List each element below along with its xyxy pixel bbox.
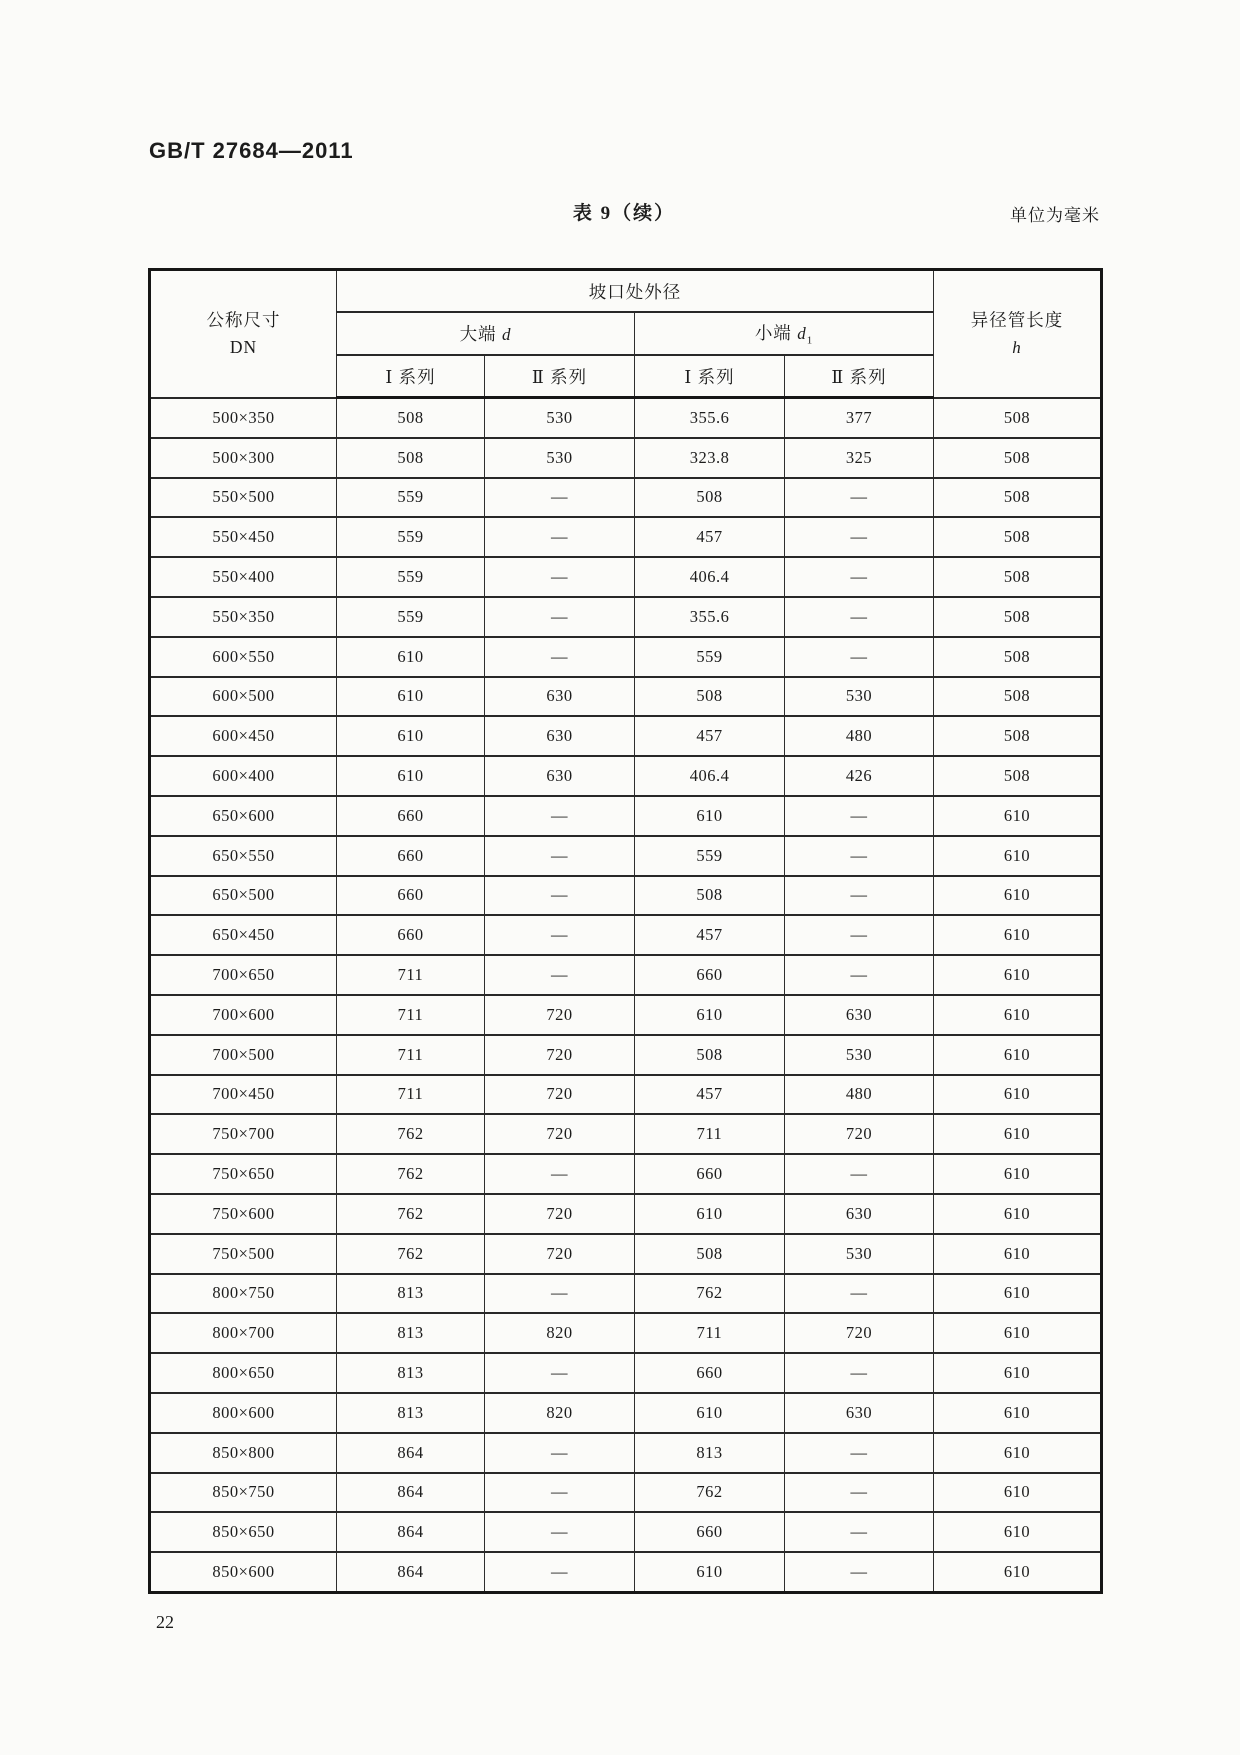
value-cell: — [485, 637, 635, 677]
table-row [150, 517, 1102, 557]
value-cell: 711 [337, 995, 485, 1035]
value-cell: 813 [337, 1274, 485, 1314]
value-cell: 630 [485, 756, 635, 796]
dn-cell: 550×400 [150, 557, 337, 597]
length-cell: 508 [934, 756, 1102, 796]
table-row [150, 438, 1102, 478]
table-row [150, 677, 1102, 717]
value-cell: 610 [635, 995, 785, 1035]
value-cell: 325 [785, 438, 934, 478]
value-cell: — [485, 1353, 635, 1393]
header-series-ii-small: Ⅱ 系列 [785, 355, 934, 398]
table-row [150, 1075, 1102, 1115]
value-cell: 508 [635, 876, 785, 916]
table-row [150, 1552, 1102, 1592]
value-cell: 457 [635, 716, 785, 756]
value-cell: 610 [635, 1194, 785, 1234]
length-cell: 610 [934, 1035, 1102, 1075]
value-cell: 508 [635, 1234, 785, 1274]
dn-cell: 650×450 [150, 915, 337, 955]
value-cell: — [485, 557, 635, 597]
value-cell: 508 [337, 398, 485, 438]
header-dn-var: DN [229, 336, 258, 357]
value-cell: — [785, 915, 934, 955]
length-cell: 508 [934, 398, 1102, 438]
dn-cell: 700×600 [150, 995, 337, 1035]
value-cell: — [785, 876, 934, 916]
value-cell: — [785, 1552, 934, 1592]
value-cell: 426 [785, 756, 934, 796]
value-cell: 559 [337, 597, 485, 637]
table-row [150, 915, 1102, 955]
table-row [150, 995, 1102, 1035]
table-row [150, 1234, 1102, 1274]
value-cell: 610 [337, 716, 485, 756]
table-row [150, 398, 1102, 438]
length-cell: 610 [934, 1274, 1102, 1314]
value-cell: — [485, 478, 635, 518]
value-cell: 377 [785, 398, 934, 438]
value-cell: 508 [635, 1035, 785, 1075]
value-cell: 660 [635, 1512, 785, 1552]
length-cell: 610 [934, 1313, 1102, 1353]
value-cell: 813 [635, 1433, 785, 1473]
value-cell: 864 [337, 1473, 485, 1513]
value-cell: 720 [785, 1313, 934, 1353]
value-cell: 660 [635, 1154, 785, 1194]
dn-cell: 600×550 [150, 637, 337, 677]
spec-table [148, 268, 1103, 1594]
length-cell: 610 [934, 1075, 1102, 1115]
length-cell: 610 [934, 1114, 1102, 1154]
value-cell: 660 [337, 915, 485, 955]
table-row [150, 836, 1102, 876]
value-cell: — [785, 1154, 934, 1194]
unit-note: 单位为毫米 [1010, 206, 1100, 225]
value-cell: 610 [635, 1552, 785, 1592]
value-cell: 508 [635, 478, 785, 518]
dn-cell: 750×600 [150, 1194, 337, 1234]
dn-cell: 600×500 [150, 677, 337, 717]
value-cell: 864 [337, 1433, 485, 1473]
header-small-end [635, 312, 934, 355]
value-cell: 711 [337, 1035, 485, 1075]
value-cell: — [485, 915, 635, 955]
value-cell: — [785, 517, 934, 557]
dn-cell: 500×350 [150, 398, 337, 438]
table-header [150, 270, 1102, 398]
table-row [150, 756, 1102, 796]
value-cell: — [785, 836, 934, 876]
value-cell: — [785, 1433, 934, 1473]
value-cell: 508 [337, 438, 485, 478]
length-cell: 610 [934, 1154, 1102, 1194]
dn-cell: 850×750 [150, 1473, 337, 1513]
header-series-i-small: Ⅰ 系列 [635, 355, 785, 398]
spec-table-wrap [148, 268, 1103, 1594]
table-row [150, 1353, 1102, 1393]
value-cell: 559 [337, 557, 485, 597]
value-cell: 480 [785, 716, 934, 756]
table-row [150, 597, 1102, 637]
value-cell: 630 [785, 1393, 934, 1433]
length-cell: 610 [934, 796, 1102, 836]
value-cell: — [785, 478, 934, 518]
value-cell: 610 [635, 796, 785, 836]
value-cell: — [485, 955, 635, 995]
length-cell: 610 [934, 1353, 1102, 1393]
dn-cell: 850×800 [150, 1433, 337, 1473]
value-cell: 530 [485, 438, 635, 478]
value-cell: 457 [635, 517, 785, 557]
dn-cell: 700×650 [150, 955, 337, 995]
length-cell: 610 [934, 836, 1102, 876]
value-cell: 559 [635, 637, 785, 677]
value-cell: — [485, 1512, 635, 1552]
length-cell: 508 [934, 677, 1102, 717]
table-row [150, 1154, 1102, 1194]
value-cell: — [485, 1154, 635, 1194]
dn-cell: 700×450 [150, 1075, 337, 1115]
dn-cell: 800×700 [150, 1313, 337, 1353]
dn-cell: 600×450 [150, 716, 337, 756]
value-cell: 323.8 [635, 438, 785, 478]
value-cell: — [785, 557, 934, 597]
length-cell: 610 [934, 876, 1102, 916]
dn-cell: 850×650 [150, 1512, 337, 1552]
value-cell: — [785, 1353, 934, 1393]
length-cell: 508 [934, 438, 1102, 478]
header-big-end-label: 大端 [459, 324, 497, 344]
dn-cell: 550×450 [150, 517, 337, 557]
value-cell: 762 [635, 1274, 785, 1314]
dn-cell: 800×650 [150, 1353, 337, 1393]
value-cell: 660 [635, 955, 785, 995]
length-cell: 508 [934, 478, 1102, 518]
value-cell: 559 [337, 517, 485, 557]
table-row [150, 478, 1102, 518]
value-cell: 720 [485, 995, 635, 1035]
table-row [150, 1313, 1102, 1353]
table-row [150, 716, 1102, 756]
header-dn [150, 270, 337, 398]
length-cell: 610 [934, 955, 1102, 995]
header-series-ii-big: Ⅱ 系列 [485, 355, 635, 398]
value-cell: — [785, 637, 934, 677]
header-outer-diameter: 坡口处外径 [337, 270, 934, 313]
dn-cell: 500×300 [150, 438, 337, 478]
value-cell: 530 [785, 677, 934, 717]
value-cell: — [785, 955, 934, 995]
header-length-var: h [1012, 337, 1022, 357]
length-cell: 508 [934, 517, 1102, 557]
value-cell: 660 [337, 876, 485, 916]
table-row [150, 1035, 1102, 1075]
length-cell: 610 [934, 1473, 1102, 1513]
table-row [150, 637, 1102, 677]
dn-cell: 800×600 [150, 1393, 337, 1433]
value-cell: 559 [337, 478, 485, 518]
table-row [150, 1473, 1102, 1513]
value-cell: 406.4 [635, 557, 785, 597]
length-cell: 508 [934, 716, 1102, 756]
value-cell: 762 [635, 1473, 785, 1513]
dn-cell: 600×400 [150, 756, 337, 796]
dn-cell: 750×500 [150, 1234, 337, 1274]
doc-number: GB/T 27684—2011 [149, 138, 354, 163]
header-dn-label: 公称尺寸 [206, 309, 281, 330]
value-cell: 660 [337, 836, 485, 876]
table-body [150, 398, 1102, 1593]
value-cell: 762 [337, 1234, 485, 1274]
value-cell: 864 [337, 1552, 485, 1592]
value-cell: 610 [337, 756, 485, 796]
value-cell: — [485, 1274, 635, 1314]
value-cell: 630 [485, 677, 635, 717]
table-title: 表 9（续） [572, 203, 676, 224]
value-cell: — [785, 1512, 934, 1552]
table-row [150, 796, 1102, 836]
value-cell: — [485, 1552, 635, 1592]
header-length-label: 异径管长度 [970, 309, 1064, 330]
dn-cell: 650×600 [150, 796, 337, 836]
table-row [150, 1433, 1102, 1473]
value-cell: 720 [485, 1075, 635, 1115]
value-cell: 711 [635, 1114, 785, 1154]
length-cell: 508 [934, 557, 1102, 597]
value-cell: 711 [337, 955, 485, 995]
value-cell: 813 [337, 1353, 485, 1393]
value-cell: — [785, 1473, 934, 1513]
value-cell: 457 [635, 1075, 785, 1115]
dn-cell: 750×650 [150, 1154, 337, 1194]
length-cell: 610 [934, 1194, 1102, 1234]
dn-cell: 550×350 [150, 597, 337, 637]
dn-cell: 750×700 [150, 1114, 337, 1154]
header-series-i-big: Ⅰ 系列 [337, 355, 485, 398]
table-row [150, 1274, 1102, 1314]
dn-cell: 850×600 [150, 1552, 337, 1592]
value-cell: 720 [785, 1114, 934, 1154]
length-cell: 610 [934, 1552, 1102, 1592]
value-cell: — [785, 1274, 934, 1314]
dn-cell: 700×500 [150, 1035, 337, 1075]
value-cell: 355.6 [635, 398, 785, 438]
value-cell: — [485, 517, 635, 557]
value-cell: 530 [485, 398, 635, 438]
value-cell: 762 [337, 1154, 485, 1194]
length-cell: 508 [934, 597, 1102, 637]
value-cell: 406.4 [635, 756, 785, 796]
header-small-end-var: d [797, 324, 807, 344]
value-cell: — [785, 796, 934, 836]
value-cell: 720 [485, 1114, 635, 1154]
value-cell: 762 [337, 1194, 485, 1234]
table-row [150, 1114, 1102, 1154]
length-cell: 610 [934, 1512, 1102, 1552]
value-cell: 820 [485, 1313, 635, 1353]
table-row [150, 1194, 1102, 1234]
header-row-group [150, 270, 1102, 313]
value-cell: 508 [635, 677, 785, 717]
value-cell: 813 [337, 1313, 485, 1353]
dn-cell: 550×500 [150, 478, 337, 518]
value-cell: — [485, 1473, 635, 1513]
value-cell: 711 [337, 1075, 485, 1115]
value-cell: 610 [337, 677, 485, 717]
table-row [150, 876, 1102, 916]
length-cell: 610 [934, 1433, 1102, 1473]
value-cell: — [485, 796, 635, 836]
value-cell: 610 [635, 1393, 785, 1433]
header-big-end [337, 312, 635, 355]
value-cell: 630 [785, 995, 934, 1035]
length-cell: 610 [934, 1234, 1102, 1274]
header-small-end-sub: 1 [806, 334, 814, 347]
value-cell: — [485, 1433, 635, 1473]
value-cell: — [485, 836, 635, 876]
table-row [150, 557, 1102, 597]
value-cell: — [485, 597, 635, 637]
value-cell: 720 [485, 1035, 635, 1075]
table-row [150, 955, 1102, 995]
value-cell: 820 [485, 1393, 635, 1433]
header-length [934, 270, 1102, 398]
value-cell: — [485, 876, 635, 916]
dn-cell: 800×750 [150, 1274, 337, 1314]
page-number: 22 [156, 1612, 174, 1632]
value-cell: 480 [785, 1075, 934, 1115]
value-cell: 630 [485, 716, 635, 756]
header-big-end-var: d [501, 325, 512, 344]
table-row [150, 1512, 1102, 1552]
dn-cell: 650×550 [150, 836, 337, 876]
value-cell: 630 [785, 1194, 934, 1234]
length-cell: 610 [934, 915, 1102, 955]
value-cell: 720 [485, 1194, 635, 1234]
value-cell: 720 [485, 1234, 635, 1274]
value-cell: — [785, 597, 934, 637]
dn-cell: 650×500 [150, 876, 337, 916]
value-cell: 457 [635, 915, 785, 955]
value-cell: 762 [337, 1114, 485, 1154]
value-cell: 864 [337, 1512, 485, 1552]
length-cell: 610 [934, 995, 1102, 1035]
value-cell: 660 [337, 796, 485, 836]
length-cell: 508 [934, 637, 1102, 677]
header-small-end-label: 小端 [754, 323, 792, 344]
value-cell: 660 [635, 1353, 785, 1393]
value-cell: 559 [635, 836, 785, 876]
value-cell: 530 [785, 1035, 934, 1075]
length-cell: 610 [934, 1393, 1102, 1433]
table-row [150, 1393, 1102, 1433]
value-cell: 610 [337, 637, 485, 677]
value-cell: 711 [635, 1313, 785, 1353]
value-cell: 813 [337, 1393, 485, 1433]
value-cell: 530 [785, 1234, 934, 1274]
value-cell: 355.6 [635, 597, 785, 637]
